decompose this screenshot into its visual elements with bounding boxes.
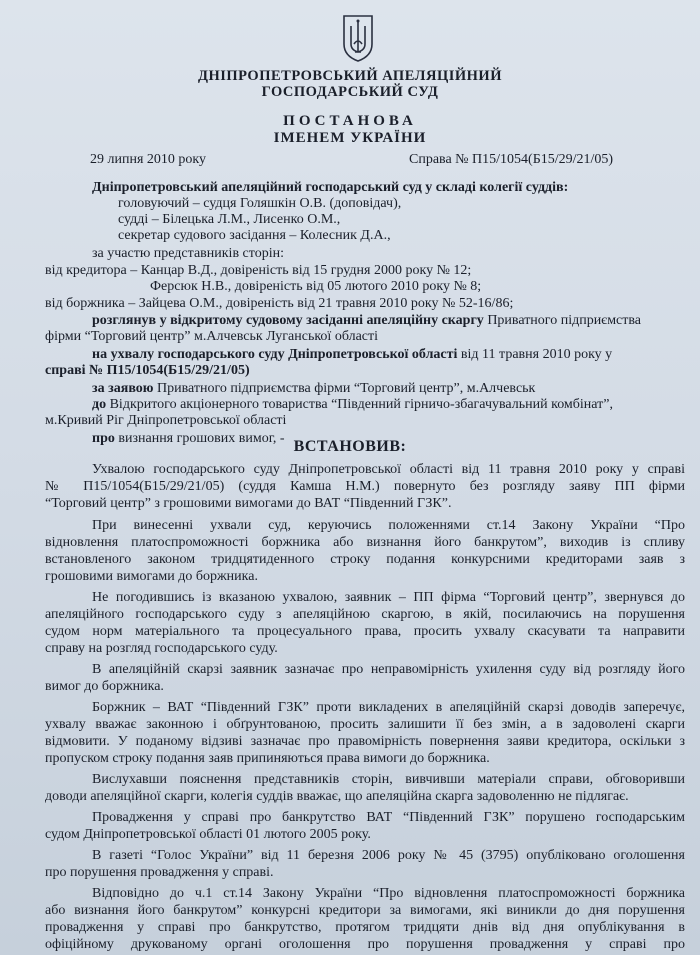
applicant-rest: Приватного підприємства фірми “Торговий центр”, м.Алчевськ <box>153 381 536 396</box>
document-subtitle: ІМЕНЕМ УКРАЇНИ <box>273 130 427 146</box>
body-line: Боржник – ВАТ “Південний ГЗК” проти викладених в апеляційній скарзі доводів заперечує, <box>92 700 685 715</box>
body-line: В газеті “Голос України” від 11 березня 2006 року № 45 (3795) опубліковано оголошення <box>92 848 685 863</box>
considered-line2: фірми “Торговий центр” м.Алчевськ Луганської області <box>45 329 379 344</box>
body-line: грошовими вимогами до боржника. <box>45 569 258 584</box>
body-line: або визнання його банкрутом” конкурсні кредитори за вимогами, які виникли до дня порушення <box>45 903 685 918</box>
ruling-case-number: справі № П15/1054(Б15/29/21/05) <box>45 363 250 378</box>
body-line: відновлення платоспроможності боржника або визнання його банкрутом”, виходив із спливу <box>45 535 685 550</box>
ruling-bold: на ухвалу господарського суду Дніпропетровської області <box>92 347 458 362</box>
subject-bold: про <box>92 431 115 446</box>
applicant-line <box>92 381 535 397</box>
respondent-bold: до <box>92 397 107 412</box>
creditor-representative-2: Ферсюк Н.В., довіреність від 05 лютого 2010 року № 8; <box>150 279 482 294</box>
body-line: відмовити. У поданому відзиві зазначає про правомірність повернення заяви кредитора, оскільки з <box>45 734 685 749</box>
body-line: пропуском строку подання заяв припиняються права вимоги до боржника. <box>45 751 490 766</box>
court-secretary: секретар судового засідання – Колесник Д.А., <box>118 228 391 243</box>
debtor-representative: від боржника – Зайцева О.М., довіреність від 21 травня 2010 року № 52-16/86; <box>45 296 514 311</box>
body-line: Відповідно до ч.1 ст.14 Закону України “Про відновлення платоспроможності боржника <box>92 886 685 901</box>
body-line: № П15/1054(Б15/29/21/05) (суддя Камша Н.М.) повернуто без розгляду заяву ПП фірми <box>45 479 685 494</box>
body-line: судом норм матеріального та процесуального права, просить ухвалу скасувати та направити <box>45 624 685 639</box>
respondent-line2: м.Кривий Ріг Дніпропетровської області <box>45 413 287 428</box>
body-line: встановленого законом тридцятиденного строку подання конкурсними кредиторами заяв з <box>45 552 685 567</box>
body-line: провадження у справі про банкрутство, протягом тридцяти днів від дня опублікування в <box>45 920 685 935</box>
body-line: Вислухавши пояснення представників сторін, вивчивши матеріали справи, обговоривши <box>92 772 685 787</box>
panel-composition: Дніпропетровський апеляційний господарський суд у складі колегії суддів: <box>92 180 569 195</box>
document-title: ПОСТАНОВА <box>283 113 417 129</box>
body-line: доводи апеляційної скарги, колегія суддів вважає, що апеляційна скарга задоволенню не підлягає. <box>45 789 629 804</box>
body-line: При винесенні ухвали суд, керуючись положеннями ст.14 Закону України “Про <box>92 518 685 533</box>
subject-rest: визнання грошових вимог, - <box>114 431 285 446</box>
creditor-representative: від кредитора – Канцар В.Д., довіреність від 15 грудня 2000 року № 12; <box>45 263 472 278</box>
body-line: Не погодившись із вказаною ухвалою, заявник – ПП фірма “Торговий центр”, звернувся до <box>92 590 685 605</box>
parties-intro: за участю представників сторін: <box>92 246 284 261</box>
considered-line <box>92 313 641 329</box>
body-line: апеляційного господарського суду з апеляційною скаргою, в якій, посилаючись на порушення <box>45 607 685 622</box>
judges-line: судді – Білецька Л.М., Лисенко О.М., <box>118 212 341 227</box>
body-line: про порушення провадження у справі. <box>45 865 274 880</box>
court-name-line1: ДНІПРОПЕТРОВСЬКИЙ АПЕЛЯЦІЙНИЙ <box>197 68 502 84</box>
considered-bold: розглянув у відкритому судовому засіданні апеляційну скаргу <box>92 313 484 328</box>
ruling-line <box>92 347 612 363</box>
respondent-line <box>92 397 613 413</box>
applicant-bold: за заявою <box>92 381 154 396</box>
trident-emblem-icon <box>341 14 375 62</box>
body-line: В апеляційній скарзі заявник зазначає про неправомірність ухилення суду від розгляду його <box>92 662 685 677</box>
case-number: Справа № П15/1054(Б15/29/21/05) <box>409 152 614 167</box>
body-line: Провадження у справі про банкрутство ВАТ “Південний ГЗК” порушено господарським <box>92 810 685 825</box>
presiding-judge: головуючий – судця Голяшкін О.В. (доповідач), <box>118 196 402 211</box>
respondent-rest: Відкритого акціонерного товариства “Південний гірничо-збагачувальний комбінат”, <box>106 397 613 412</box>
body-line: вимог до боржника. <box>45 679 164 694</box>
body-line: судом Дніпропетровської області 01 лютого 2005 року. <box>45 827 371 842</box>
body-line: справу на розгляд господарського суду. <box>45 641 278 656</box>
considered-rest: Приватного підприємства <box>483 313 642 328</box>
document-date: 29 липня 2010 року <box>90 152 207 167</box>
body-line: Ухвалою господарського суду Дніпропетровської області від 11 травня 2010 року у справі <box>92 462 685 477</box>
body-line: “Торговий центр” з грошовими вимогами до ВАТ “Південний ГЗК”. <box>45 496 452 511</box>
body-line: офіційному друкованому органі оголошення про порушення провадження у справі про <box>45 937 685 952</box>
ruling-rest: від 11 травня 2010 року у <box>457 347 613 362</box>
body-line: ухвалу вважає законною і обґрунтованою, просить залишити її без змін, а в задоволені скарги <box>45 717 685 732</box>
court-name-line2: ГОСПОДАРСЬКИЙ СУД <box>261 84 439 100</box>
established-heading: ВСТАНОВИВ: <box>293 438 407 455</box>
